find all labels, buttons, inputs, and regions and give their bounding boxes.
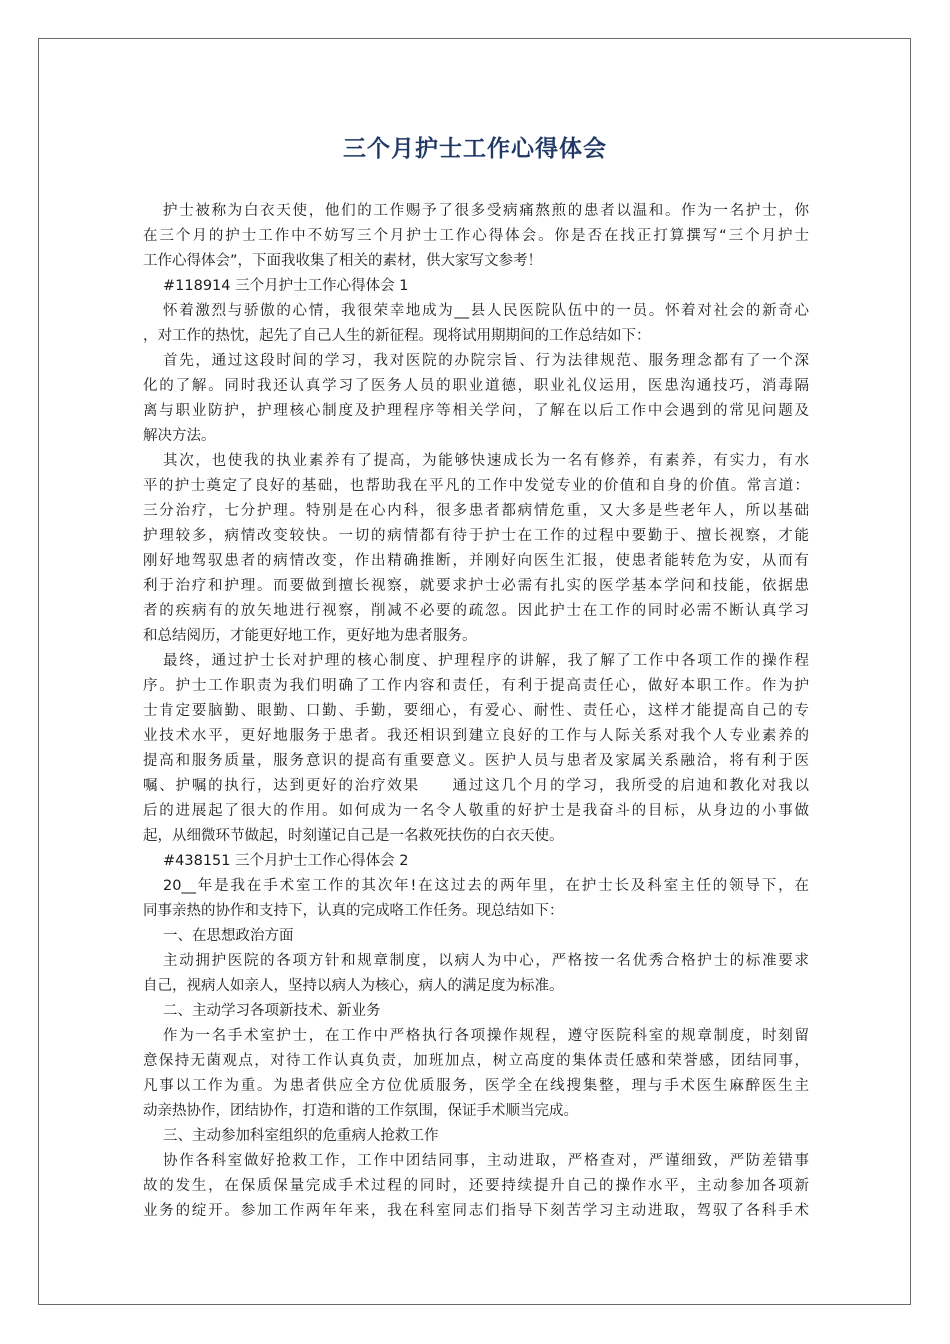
text-line: 利于治疗和护理。而要做到擅长视察，就要求护士必需有扎实的医学基本学问和技能，依据患 — [143, 578, 809, 594]
text-line: 工作心得体会”，下面我收集了相关的素材，供大家写文参考！ — [143, 253, 543, 269]
text-line: 者的疾病有的放矢地进行视察，削减不必要的疏忽。因此护士在工作的同时必需不断认真学习 — [143, 603, 809, 619]
text-line: #438151 三个月护士工作心得体会 2 — [163, 853, 409, 869]
text-line: 怀着激烈与骄傲的心情，我很荣幸地成为__县人民医院队伍中的一员。怀着对社会的新奇心 — [163, 303, 809, 319]
text-line: 三分治疗，七分护理。特别是在心内科，很多患者都病情危重，又大多是些老年人，所以基础 — [143, 503, 809, 519]
text-line: 自己，视病人如亲人，坚持以病人为核心，病人的满足度为标准。 — [143, 978, 564, 994]
text-line: 同事亲热的协作和支持下，认真的完成咯工作任务。现总结如下： — [143, 903, 564, 919]
text-line: 提高和服务质量，服务意识的提高有重要意义。医护人员与患者及家属关系融洽，将有利于医 — [143, 753, 809, 769]
text-line: 故的发生，在保质保量完成手术过程的同时，还要持续提升自己的操作水平，主动参加各项新 — [143, 1178, 809, 1194]
text-line: 业务的绽开。参加工作两年年来，我在科室同志们指导下刻苦学习主动进取，驾驭了各科手术 — [143, 1203, 809, 1219]
text-line: 凡事以工作为重。为患者供应全方位优质服务，医学全在线搜集整，理与手术医生麻醉医生主 — [143, 1078, 809, 1094]
text-line: 首先，通过这段时间的学习，我对医院的办院宗旨、行为法律规范、服务理念都有了一个深 — [163, 353, 809, 369]
text-line: 二、主动学习各项新技术、新业务 — [163, 1003, 381, 1019]
text-line: 序。护士工作职责为我们明确了工作内容和责任，有利于提高责任心，做好本职工作。作为护 — [143, 678, 809, 694]
text-line: 20__年是我在手术室工作的其次年!在这过去的两年里，在护士长及科室主任的领导下，在 — [163, 878, 809, 894]
text-line: 化的了解。同时我还认真学习了医务人员的职业道德，职业礼仪运用，医患沟通技巧，消毒隔 — [143, 378, 809, 394]
text-line: 协作各科室做好抢救工作，工作中团结同事，主动进取，严格查对，严谨细致，严防差错事 — [163, 1153, 809, 1169]
text-line: 意保持无菌观点，对待工作认真负责，加班加点，树立高度的集体责任感和荣誉感，团结同事， — [143, 1053, 809, 1069]
text-line: 动亲热协作，团结协作，打造和谐的工作氛围，保证手术顺当完成。 — [143, 1103, 578, 1119]
text-line: 护理较多，病情改变较快。一切的病情都有待于护士在工作的过程中要勤于、擅长视察，才能 — [143, 528, 809, 544]
document-title: 三个月护士工作心得体会 — [343, 136, 607, 162]
text-line: ，对工作的热忱，起先了自己人生的新征程。现将试用期期间的工作总结如下： — [143, 328, 651, 344]
text-line: 后的进展起了很大的作用。如何成为一名令人敬重的好护士是我奋斗的目标，从身边的小事做 — [143, 803, 809, 819]
text-line: 和总结阅历，才能更好地工作，更好地为患者服务。 — [143, 628, 477, 644]
text-line: 一、在思想政治方面 — [163, 928, 294, 944]
text-line: 作为一名手术室护士，在工作中严格执行各项操作规程，遵守医院科室的规章制度，时刻留 — [163, 1028, 809, 1044]
text-line: 离与职业防护，护理核心制度及护理程序等相关学问，了解在以后工作中会遇到的常见问题及 — [143, 403, 809, 419]
text-line: 平的护士奠定了良好的基础，也帮助我在平凡的工作中发觉专业的价值和自身的价值。常言道： — [143, 478, 809, 494]
text-line: 起，从细微环节做起，时刻谨记自己是一名救死扶伤的白衣天使。 — [143, 828, 564, 844]
text-line: 刚好地驾驭患者的病情改变，作出精确推断，并刚好向医生汇报，使患者能转危为安，从而有 — [143, 553, 809, 569]
text-line: 护士被称为白衣天使，他们的工作赐予了很多受病痛熬煎的患者以温和。作为一名护士，你 — [163, 203, 809, 219]
text-line: 业技术水平，更好地服务于患者。我还相识到建立良好的工作与人际关系对我个人专业素养的 — [143, 728, 809, 744]
text-line: 三、主动参加科室组织的危重病人抢救工作 — [163, 1128, 439, 1144]
text-line: 在三个月的护士工作中不妨写三个月护士工作心得体会。你是否在找正打算撰写“三个月护士 — [143, 228, 809, 244]
text-line: 最终，通过护士长对护理的核心制度、护理程序的讲解，我了解了工作中各项工作的操作程 — [163, 653, 809, 669]
text-line: 士肯定要脑勤、眼勤、口勤、手勤，要细心，有爱心、耐性、责任心，这样才能提高自己的专 — [143, 703, 809, 719]
text-line: 嘱、护嘱的执行，达到更好的治疗效果 通过这几个月的学习，我所受的启迪和教化对我以 — [143, 778, 809, 794]
document-body — [143, 199, 809, 1224]
text-line: 解决方法。 — [143, 428, 216, 444]
text-line: 主动拥护医院的各项方针和规章制度，以病人为中心，严格按一名优秀合格护士的标准要求 — [163, 953, 809, 969]
text-line: #118914 三个月护士工作心得体会 1 — [163, 278, 409, 294]
text-line: 其次，也使我的执业素养有了提高，为能够快速成长为一名有修养，有素养，有实力，有水 — [163, 453, 809, 469]
